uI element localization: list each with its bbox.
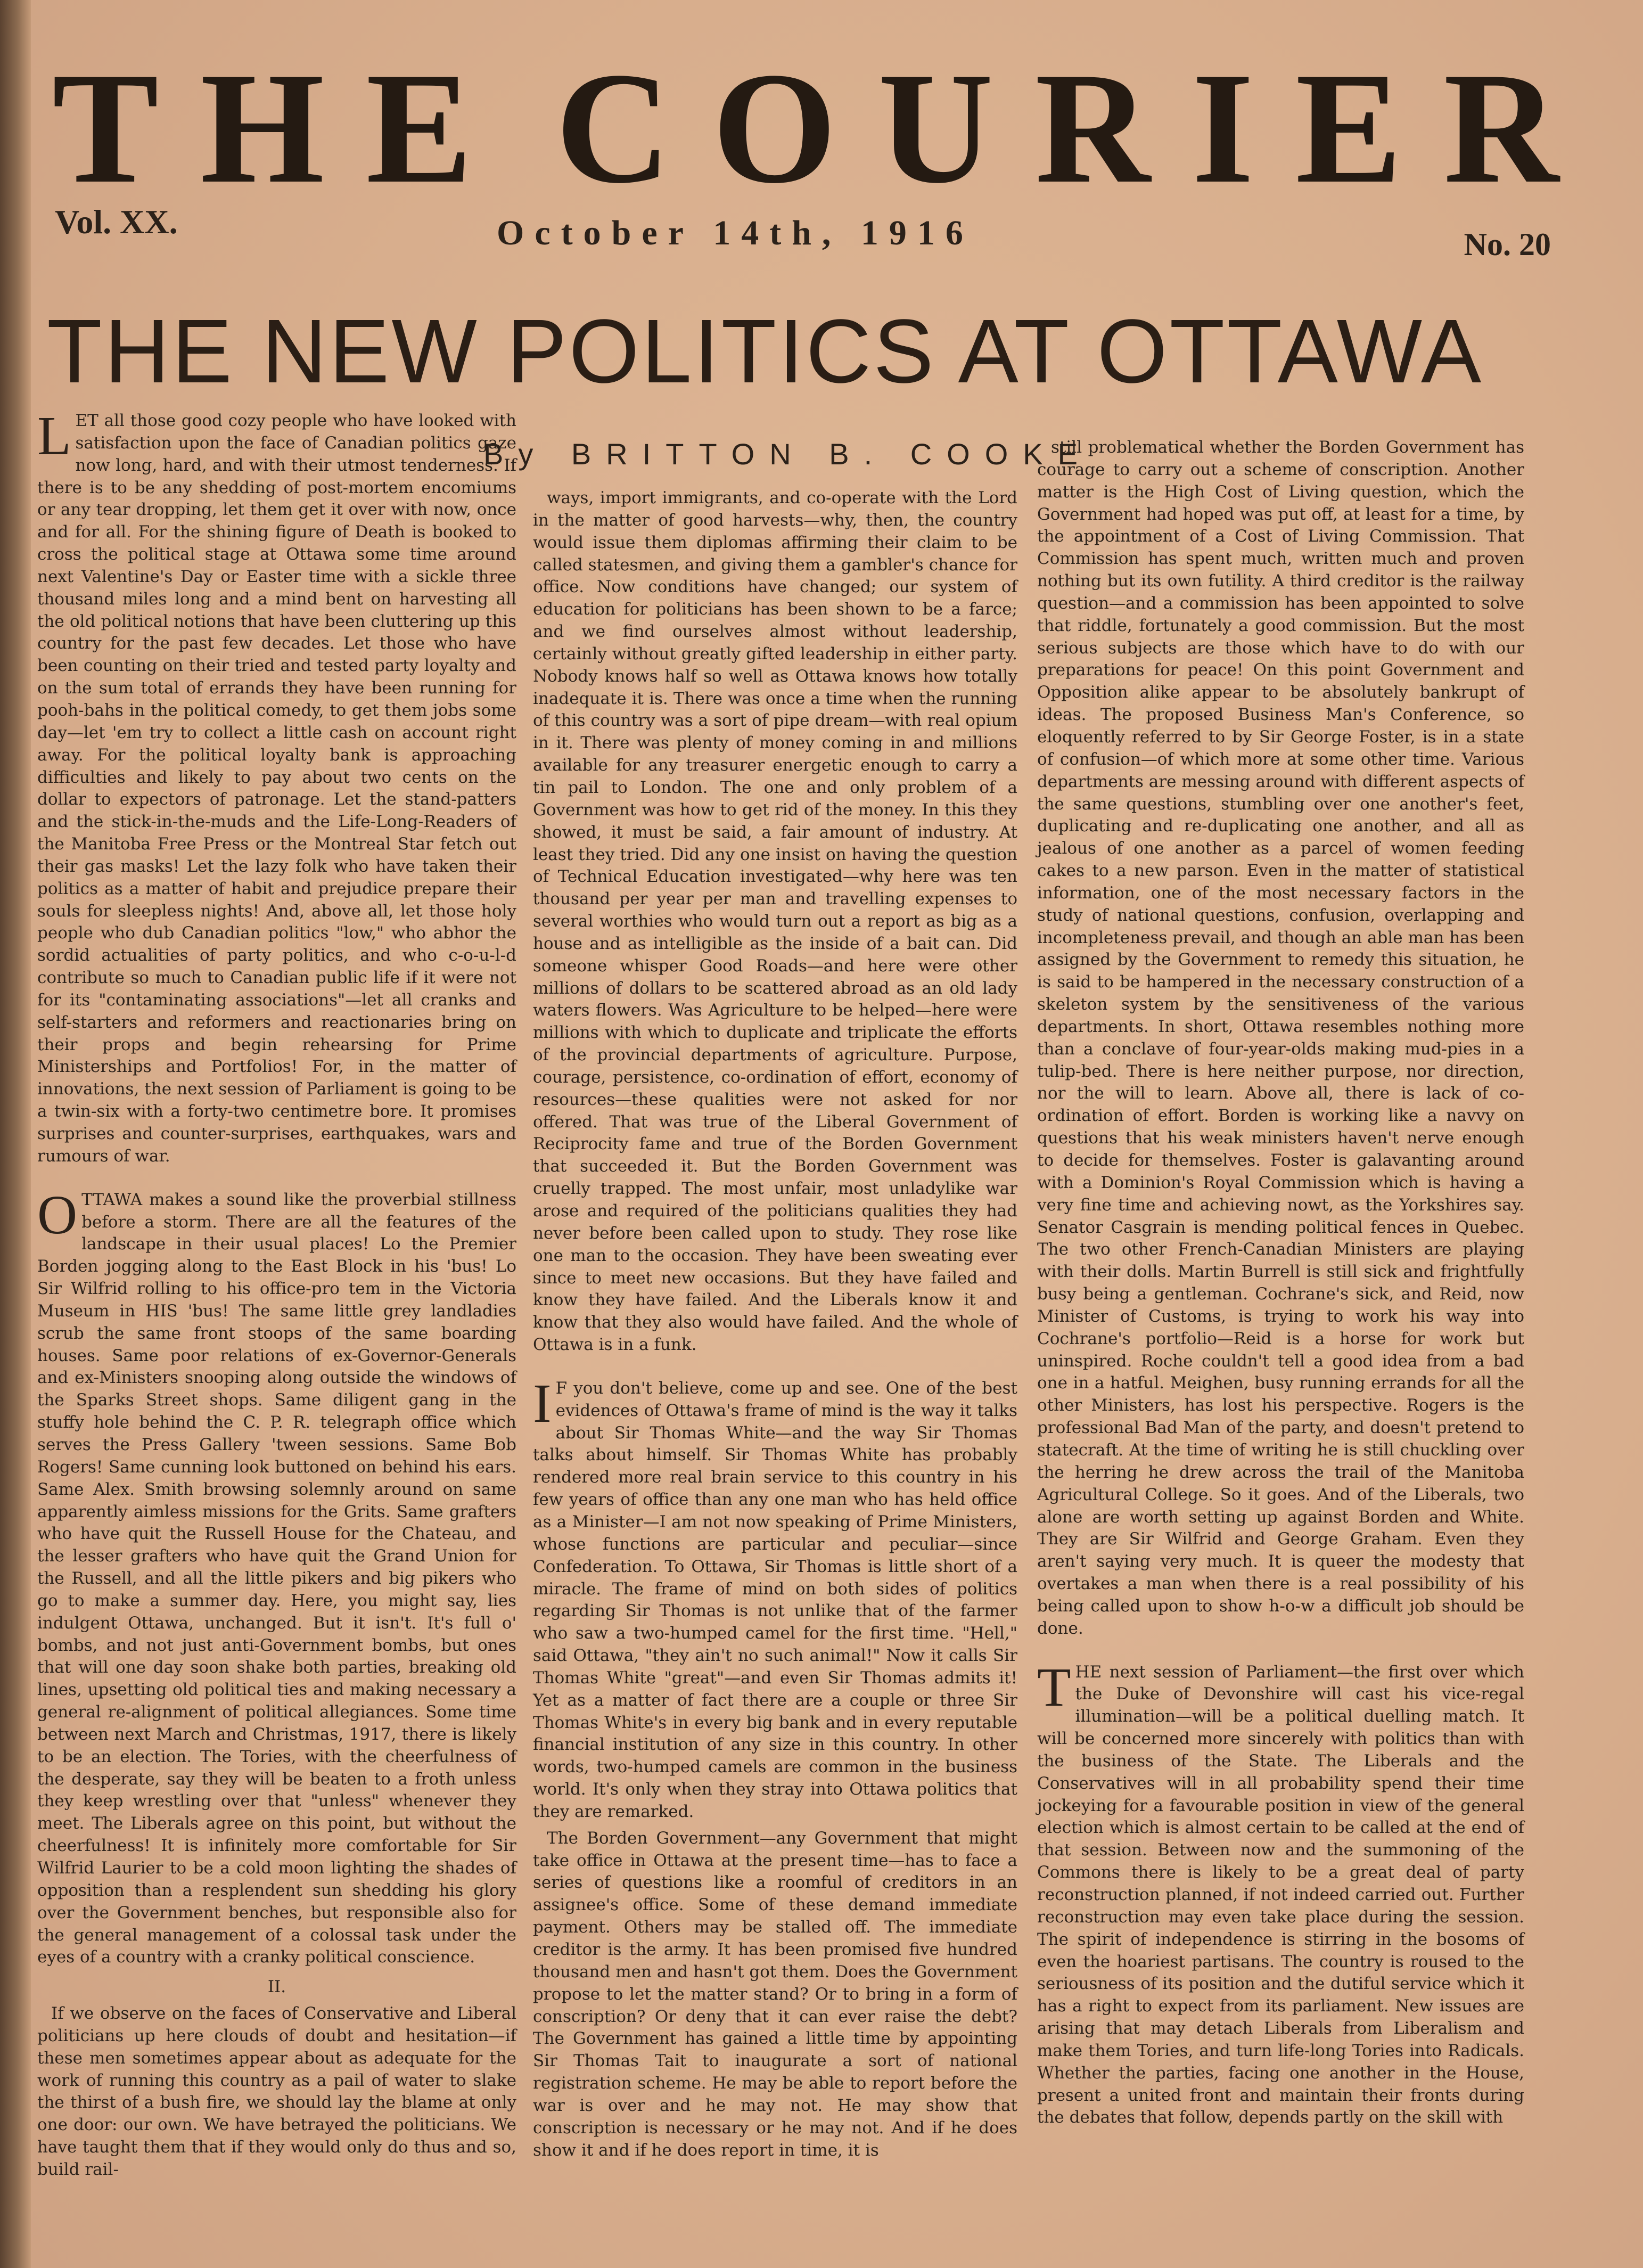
newspaper-page <box>31 0 1643 2268</box>
masthead-letter: H <box>200 39 325 216</box>
article-paragraph <box>533 1372 1017 1823</box>
paragraph-text: F you don't believe, come up and see. One of the best evidences of Ottawa's frame of mind is the way it talks about Sir Thomas White—and the way Sir Thomas talks about himself. Sir Thomas White has probably rendered more real brain service to this country in his few years of office than any one man who has held office as a Minister—I am not now speaking of Prime Ministers, whose functions are particular and peculiar—since Confederation. To Ottawa, Sir Thomas is little short of a miracle. The frame of mind on both sides of politics regarding Sir Thomas is not unlike that of the farmer who saw a two-humped camel for the first time. "Hell," said Ottawa, "they ain't no such animal!" Now it calls Sir Thomas White "great"—and even Sir Thomas admits it! Yet as a matter of fact there are a couple or three Sir Thomas White's in every big bank and in every reputable financial institution of any size in this country. In other words, two-humped camels are common in the business world. It's only when they stray into Ottawa politics that they are remarked. <box>533 1378 1017 1821</box>
masthead-letter: I <box>1192 39 1254 216</box>
masthead-letter: E <box>366 39 473 216</box>
issue-line <box>55 197 1551 262</box>
masthead-letter: R <box>1034 39 1151 216</box>
article-column-1 <box>37 405 516 2185</box>
paragraph-text: The Borden Government—any Government that might take office in Ottawa at the present time—has to face a series of questions like a roomful of creditors in an assignee's office. Some of these demand immediate payment. Others may be stalled off. The immediate creditor is the army. It has been promised five hundred thousand men and hasn't got them. Does the Government propose to let the matter stand? Or to bring in a form of conscription? Or deny that it can ever raise the debt? The Government has gained a little time by appointing Sir Thomas Tait to inaugurate a sort of national registration scheme. He may be able to report before the war is over and he may not. He may show that conscription is necessary or he may not. And if he does show it and if he does report in time, it is <box>533 1828 1017 2160</box>
masthead-letter: O <box>712 39 837 216</box>
masthead-letter: T <box>52 39 159 216</box>
article-headline: THE NEW POLITICS AT OTTAWA <box>47 301 1484 402</box>
paragraph-text: If we observe on the faces of Conservative and Liberal politicians up here clouds of doubt and hesitation—if these men sometimes appear about as adequate for the work of running this country as a pail of water to slake the thirst of a bush fire, we should lay the blame at only one door: our own. We have betrayed the politicians. We have taught them that if they would only do thus and so, build rail- <box>37 2004 516 2179</box>
article-paragraph <box>37 405 516 1168</box>
article-paragraph <box>1037 1656 1524 2130</box>
masthead-letter: U <box>878 39 993 216</box>
drop-cap: L <box>37 405 71 466</box>
paragraph-text: HE next session of Parliament—the first over which the Duke of Devonshire will cast his vice-regal illumination—will be a political duelling match. It will be concerned more sincerely with politics than with the business of the State. The Liberals and the Conservatives will in all probability spend their time jockeying for a favourable position in view of the general election which is almost certain to be called at the end of that session. Between now and the summoning of the Commons there is likely to be a great deal of party reconstruction planned, if not indeed carried out. Further reconstruction may even take place during the session. The spirit of independence is stirring in the bosoms of even the hoariest partisans. The country is roused to the seriousness of its position and the dutiful service which it has a right to expect from its parliament. New issues are arising that may detach Liberals from Liberalism and make them Tories, and turn life-long Tories into Radicals. Whether the parties, facing one another in the House, present a united front and maintain their fronts during the debates that follow, depends partly on the skill with <box>1037 1662 1524 2127</box>
masthead-letter: E <box>1295 39 1402 216</box>
article-column-2 <box>533 487 1017 2166</box>
masthead-title <box>52 39 1559 216</box>
article-paragraph <box>1037 437 1524 1640</box>
volume-label: Vol. XX. <box>55 203 178 241</box>
article-byline: By BRITTON B. COOKE <box>483 437 1092 471</box>
paragraph-text: ET all those good cozy people who have looked with satisfaction upon the face of Canadian politics gaze now long, hard, and with their utmost tenderness. If there is to be any shedding of post-mortem encomiums or any tear dropping, let them get it over with now, once and for all. For the shining figure of Death is booked to cross the political stage at Ottawa some time around next Valentine's Day or Easter time with a sickle three thousand miles long and a mind bent on harvesting all the old political notions that have been cluttering up this country for the past few decades. Let those who have been counting on their tried and tested party loyalty and on the sum total of errands they have been running for pooh-bahs in the political comedy, to get them jobs some day—let 'em try to collect a little cash on account right away. For the political loyalty bank is approaching difficulties and likely to pay about two cents on the dollar to expectors of patronage. Let the stand-patters and the stick-in-the-muds and the Life-Long-Readers of the Manitoba Free Press or the Montreal Star fetch out their gas masks! Let the lazy folk who have taken their politics as a matter of habit and prejudice prepare their souls for sleepless nights! And, above all, let those holy people who dub Canadian politics "low," who abhor the sordid actualities of party politics, and who c-o-u-l-d contribute so much to Canadian public life if it were not for its "contaminating associations"—let all cranks and self-starters and reformers and reactionaries bring on their props and begin rehearsing for Prime Ministerships and Portfolios! For, in the matter of innovations, the next session of Parliament is going to be a twin-six with a forty-two centimetre bore. It promises surprises and counter-surprises, earthquakes, wars and rumours of war. <box>37 411 516 1166</box>
section-numeral: II. <box>267 1977 286 1997</box>
issue-number: No. 20 <box>1464 227 1551 262</box>
article-paragraph <box>533 1828 1017 2162</box>
masthead-letter: C <box>555 39 671 216</box>
drop-cap: O <box>37 1184 78 1246</box>
paragraph-text: TTAWA makes a sound like the proverbial stillness before a storm. There are all the features of the landscape in their usual places! Lo the Premier Borden jogging along to the East Block in his 'bus! Lo Sir Wilfrid rolling to his office-pro tem in the Victoria Museum in HIS 'bus! The same little grey landladies scrub the same front stoops of the same boarding houses. Same poor relations of ex-Governor-Generals and ex-Ministers snooping along outside the windows of the Sparks Street shops. Same diligent gang in the stuffy hole behind the C. P. R. telegraph office which serves the Press Gallery 'tween sessions. Same Bob Rogers! Same cunning look buttoned on behind his ears. Same Alex. Smith browsing solemnly around on same apparently aimless missions for the Grits. Same grafters who have quit the Russell House for the Chateau, and the lesser grafters who have quit the Grand Union for the Russell, and all the little pikers and big pikers who go to make a summer day. Here, you might say, lies indulgent Ottawa, unchanged. But it isn't. It's full o' bombs, and not just anti-Government bombs, but ones that will one day soon shake both parties, breaking old lines, upsetting old political ties and making necessary a general re-alignment of political allegiances. Some time between next March and Christmas, 1917, there is likely to be an election. The Tories, with the cheerfulness of the desperate, say they will be beaten to a froth unless they keep wrestling over that "unless" whenever they meet. The Liberals agree on this point, but without the cheerfulness! It is infinitely more comfortable for Sir Wilfrid Laurier to be a cold moon lighting the shades of opposition than a resplendent sun shedding his glory over the Government benches, but responsible also for the general management of a colossal task under the eyes of a country with a cranky political conscience. <box>37 1190 516 1967</box>
article-paragraph <box>37 1184 516 1969</box>
paragraph-text: ways, import immigrants, and co-operate with the Lord in the matter of good harvests—why, then, the country would issue them diplomas affirming their claim to be called statesmen, and giving them a gambler's chance for office. Now conditions have changed; our system of education for politicians has been shown to be a farce; and we find ourselves almost without leadership, certainly without greatly gifted leadership in either party. Nobody knows half so well as Ottawa knows how totally inadequate it is. There was once a time when the running of this country was a sort of pipe dream—with real opium in it. There was plenty of money coming in and millions available for any treasurer energetic enough to carry a tin pail to London. The one and only problem of a Government was how to get rid of the money. In this they showed, it must be said, a fair amount of industry. At least they tried. Did any one insist on having the question of Technical Education investigated—why here was ten thousand per year per man and travelling expenses to several worthies who would turn out a report as big as a house and as intelligible as the inside of a bait can. Did someone whisper Good Roads—and here were other millions of dollars to be scattered abroad as an old lady waters flowers. Was Agriculture to be helped—here were millions with which to duplicate and triplicate the efforts of the provincial departments of agriculture. Purpose, courage, persistence, co-ordination of effort, economy of resources—these qualities were not asked for nor offered. That was true of the Liberal Government of Reciprocity fame and true of the Borden Government that succeeded it. But the Borden Government was cruelly trapped. The most unfair, most unladylike war arose and required of the politicians qualities they had never before been called upon to study. They rose like one man to the occasion. They have been sweating ever since to meet new occasions. But they have failed and know they have failed. And the Liberals know it and know that they also would have failed. And the whole of Ottawa is in a funk. <box>533 488 1017 1355</box>
article-column-3 <box>1037 437 1524 2133</box>
masthead-letter: R <box>1443 39 1559 216</box>
issue-date: October 14th, 1916 <box>497 214 974 252</box>
article-paragraph <box>533 487 1017 1356</box>
page-binding-edge <box>0 0 31 2268</box>
article-paragraph <box>37 2003 516 2181</box>
drop-cap: I <box>533 1372 552 1434</box>
drop-cap: T <box>1037 1656 1071 1718</box>
paragraph-text: still problematical whether the Borden Government has courage to carry out a scheme of conscription. Another matter is the High Cost of Living question, which the Government had hoped was put off, at least for a time, by the appointment of a Cost of Living Commission. That Commission has spent much, written much and proven nothing but its own futility. A third creditor is the railway question—and a commission has been appointed to solve that riddle, fortunately a good commission. But the most serious subjects are those which have to do with our preparations for peace! On this point Government and Opposition alike appear to be absolutely bankrupt of ideas. The proposed Business Man's Conference, so eloquently referred to by Sir George Foster, is in a state of confusion—of which more at some other time. Various departments are messing around with different aspects of the same questions, stumbling over one another's feet, duplicating and re-duplicating one another, and all as jealous of one another as a parcel of women feeding cakes to a new parson. Even in the matter of statistical information, one of the most necessary factors in the study of national questions, confusion, overlapping and incompleteness prevail, and though an able man has been assigned by the Government to remedy this situation, he is said to be hampered in the necessary construction of a skeleton system by the sensitiveness of the various departments. In short, Ottawa resembles nothing more than a conclave of four-year-olds making mud-pies in a tulip-bed. There is here neither purpose, nor direction, nor the will to learn. Above all, there is lack of co-ordination of effort. Borden is working like a navvy on questions that his weak ministers haven't nerve enough to decide for themselves. Foster is galavanting around with a Dominion's Royal Commission which is having a very fine time and achieving nowt, as the Yorkshires say. Senator Casgrain is mending political fences in Quebec. The two other French-Canadian Ministers are playing with their dolls. Martin Burrell is still sick and frightfully busy being a gentleman. Cochrane's sick, and Reid, now Minister of Customs, is trying to work his way into Cochrane's portfolio—Reid is a horse for work but uninspired. Roche couldn't tell a good idea from a bad one in a hatful. Meighen, busy running errands for all the other Ministers, has lost his perspective. Rogers is the professional Bad Man of the party, and doesn't pretend to statecraft. At the time of writing he is still chuckling over the herring he drew across the trail of the Manitoba Agricultural College. So it goes. And of the Liberals, two alone are worth setting up against Borden and White. They are Sir Wilfrid and George Graham. Even they aren't saying very much. It is queer the modesty that overtakes a man when there is a real possibility of his being called upon to show h-o-w a difficult job should be done. <box>1037 438 1524 1638</box>
